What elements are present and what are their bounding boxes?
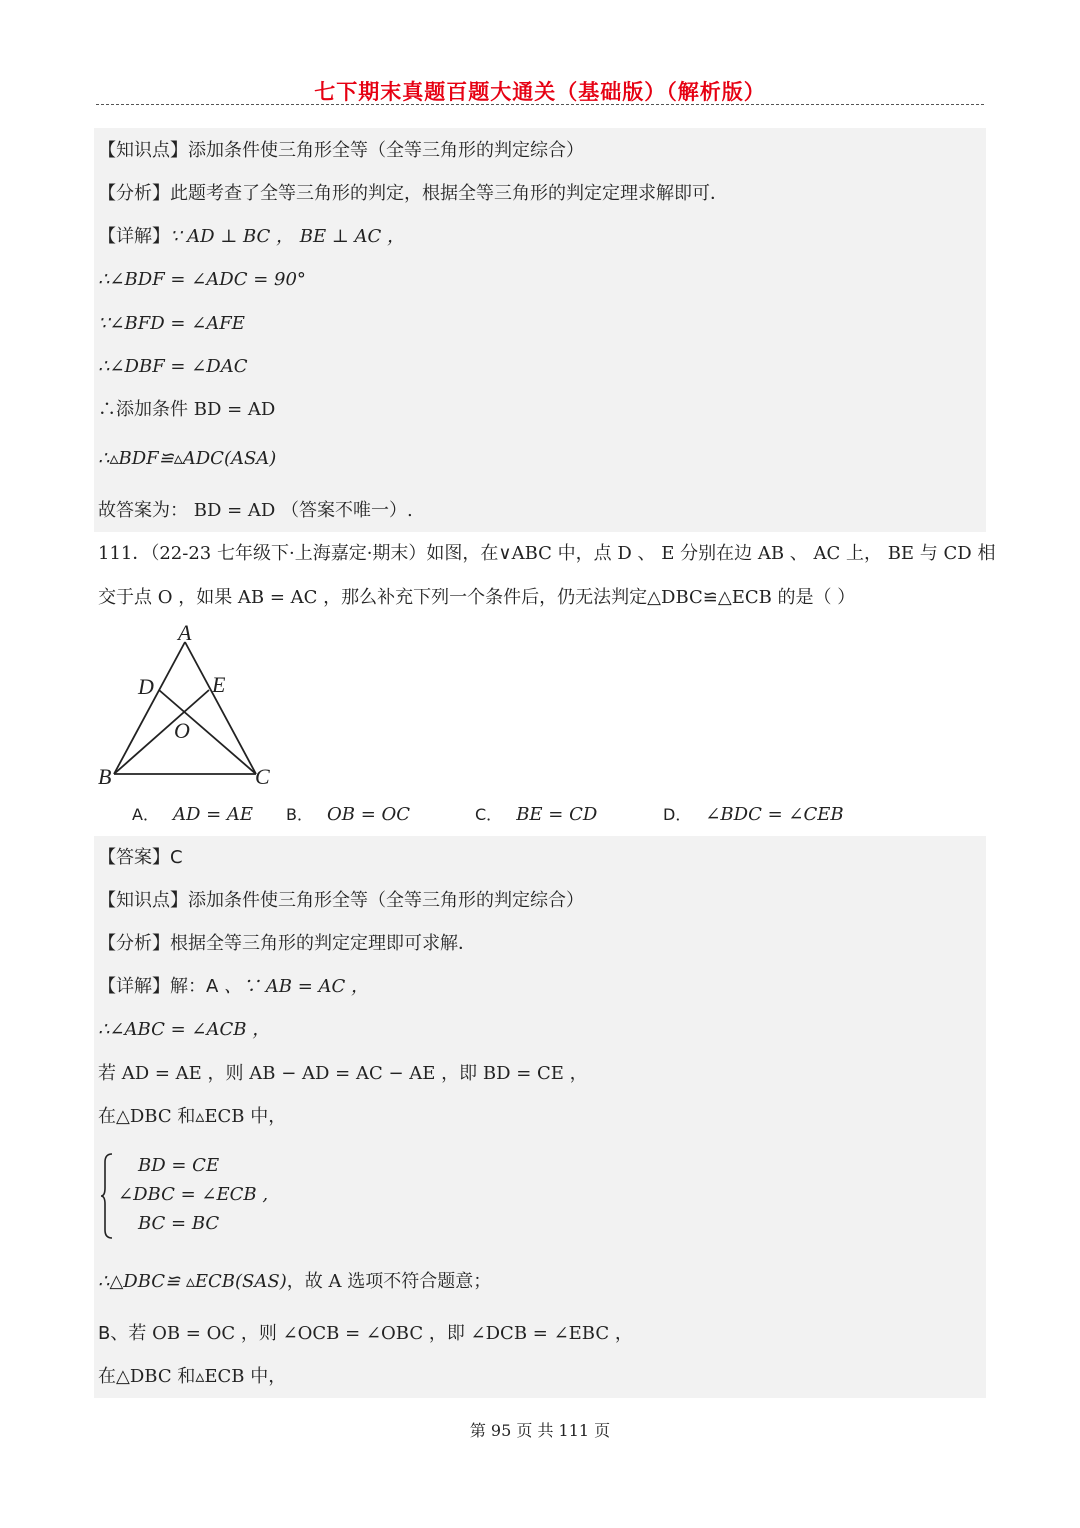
solution-step-1: ∴∠ABC = ∠ACB ， (98, 1019, 271, 1040)
prev-step-1: ∴∠BDF = ∠ADC = 90° (98, 269, 306, 290)
solution-conclusion-a (98, 1269, 491, 1295)
segment-ab (114, 642, 185, 774)
option-d (663, 802, 844, 828)
option-c (475, 802, 597, 828)
detail-option-a: A (206, 976, 219, 997)
solution-knowledge-point: 【知识点】添加条件使三角形全等（全等三角形的判定综合） (98, 890, 584, 911)
answer-value: C (170, 847, 183, 868)
system-row-3: BC = BC (138, 1213, 220, 1234)
option-a-letter: A． (132, 805, 159, 824)
solution-step-3: 在△DBC 和▵ECB 中， (98, 1106, 287, 1127)
question-line-2: 交于点 O ，如果 AB = AC ，那么补充下列一个条件后，仍无法判定△DBC≌△ECB 的是（ ） (98, 587, 856, 608)
system-row-1: BD = CE (138, 1155, 220, 1176)
page-footer: 第 95 页 共 111 页 (469, 1421, 611, 1440)
option-c-letter: C． (475, 805, 503, 824)
conclusion-math: ∴△DBC≌ ▵ECB(SAS) (98, 1271, 287, 1292)
option-d-text: ∠BDC = ∠CEB (705, 804, 844, 825)
segment-ac (185, 642, 256, 774)
segment-be (114, 690, 209, 774)
vertex-label-d: D (138, 674, 154, 699)
option-a (132, 802, 253, 828)
prev-step-4: ∴添加条件 BD = AD (98, 399, 276, 420)
prev-analysis: 【分析】此题考查了全等三角形的判定，根据全等三角形的判定定理求解即可． (98, 183, 728, 204)
prev-step-3: ∴∠DBF = ∠DAC (98, 356, 248, 377)
solution-analysis: 【分析】根据全等三角形的判定定理即可求解． (98, 933, 476, 954)
answer-label: 【答案】 (98, 847, 170, 868)
header-divider (96, 104, 984, 105)
solution-answer (98, 845, 183, 871)
solution-step-b2: 在△DBC 和▵ECB 中， (98, 1366, 287, 1387)
prev-knowledge-point: 【知识点】添加条件使三角形全等（全等三角形的判定综合） (98, 140, 584, 161)
option-c-text: BE = CD (516, 804, 598, 825)
solution-step-2: 若 AD = AE ，则 AB − AD = AC − AE ，即 BD = CE ， (98, 1063, 588, 1084)
solution-detail-line (98, 974, 369, 1000)
step-b-text: 、若 OB = OC ，则 ∠OCB = ∠OBC ，即 ∠DCB = ∠EBC ， (110, 1323, 633, 1344)
prev-detail-label: 【详解】 (98, 226, 170, 247)
detail-math: 、∵ AB = AC ， (218, 976, 370, 997)
vertex-label-e: E (212, 672, 226, 697)
vertex-label-o: O (174, 718, 190, 743)
prev-step-5: ∴▵BDF≌▵ADC(ASA) (98, 448, 277, 469)
option-b (286, 802, 410, 828)
option-b-letter: B． (286, 805, 313, 824)
prev-step-2: ∵∠BFD = ∠AFE (98, 313, 245, 334)
vertex-label-a: A (178, 620, 192, 645)
option-b-text: OB = OC (326, 804, 411, 825)
vertex-label-c: C (255, 764, 270, 789)
solution-step-b (98, 1321, 633, 1347)
vertex-label-b: B (98, 764, 112, 789)
option-d-letter: D． (663, 805, 692, 824)
prev-detail-line (98, 224, 405, 250)
option-a-text: AD = AE (172, 804, 254, 825)
conclusion-text: ，故 A 选项不符合题意； (286, 1271, 492, 1292)
detail-label: 【详解】解： (98, 976, 206, 997)
system-brace (100, 1152, 114, 1240)
question-line-1: 111．（22-23 七年级下·上海嘉定·期末）如图，在∨ABC 中，点 D 、 E 分别在边 AB 、 AC 上， BE 与 CD 相 (98, 543, 996, 564)
step-b-letter: B (98, 1323, 111, 1344)
prev-answer-line: 故答案为： BD = AD （答案不唯一）. (98, 500, 413, 521)
prev-detail-math: ∵ AD ⊥ BC ， BE ⊥ AC ， (170, 226, 405, 247)
system-row-2: ∠DBC = ∠ECB , (118, 1184, 269, 1205)
document-header-title: 七下期末真题百题大通关（基础版）（解析版） (314, 79, 766, 104)
triangle-figure (96, 618, 286, 790)
